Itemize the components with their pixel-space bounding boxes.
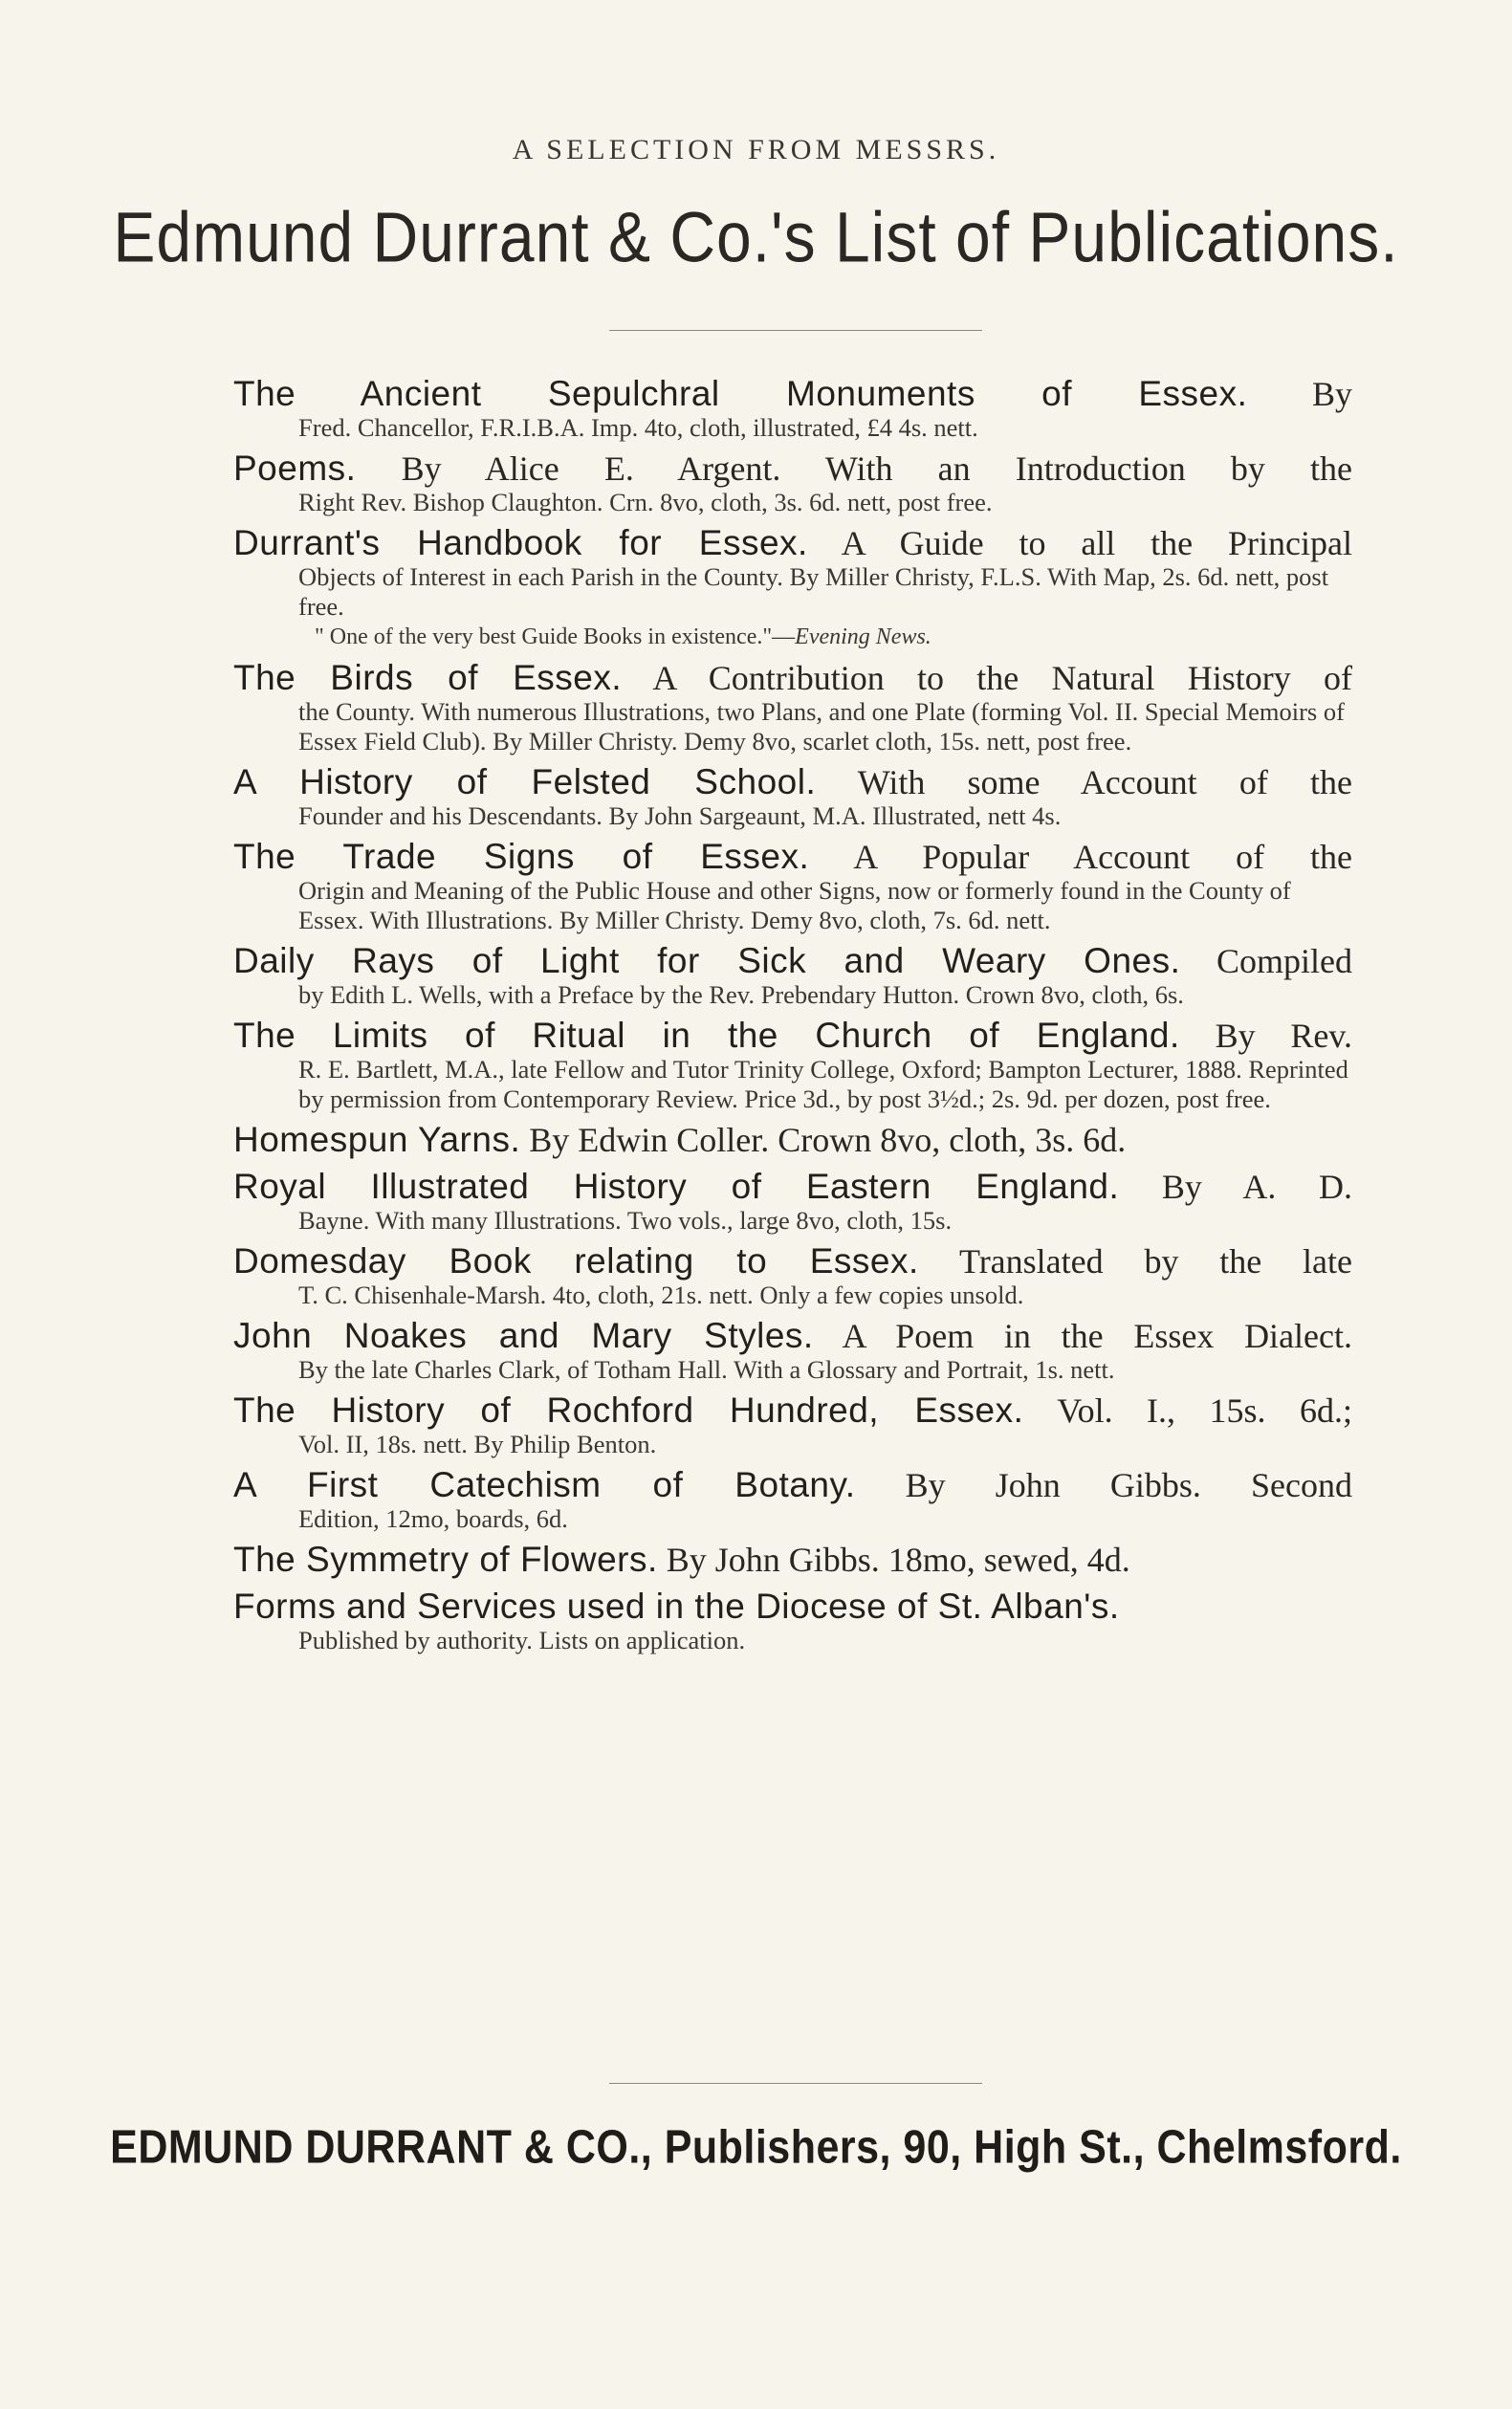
entry-byline: By Alice E. Argent. With an Introduction by the — [401, 449, 1353, 488]
entry-byline: By Rev. — [1215, 1017, 1353, 1055]
entry-byline: A Popular Account of the — [853, 838, 1352, 876]
page-title: Edmund Durrant & Co.'s List of Publications. — [113, 197, 1399, 276]
entry-title: Royal Illustrated History of Eastern England. — [233, 1167, 1120, 1206]
entry-details: Right Rev. Bishop Claughton. Crn. 8vo, cloth, 3s. 6d. nett, post free. — [298, 488, 993, 516]
entry-details: By the late Charles Clark, of Totham Hall. With a Glossary and Portrait, 1s. nett. — [298, 1355, 1115, 1384]
list-item — [233, 1166, 1352, 1236]
publisher-imprint: EDMUND DURRANT & CO., Publishers, 90, High St., Chelmsford. — [110, 2121, 1402, 2175]
list-item — [233, 1390, 1352, 1459]
entry-byline: By John Gibbs. 18mo, sewed, 4d. — [666, 1541, 1130, 1579]
entry-byline: By Edwin Coller. Crown 8vo, cloth, 3s. 6d. — [529, 1121, 1127, 1159]
entry-title: Durrant's Handbook for Essex. — [233, 523, 808, 562]
entry-details: Founder and his Descendants. By John Sargeaunt, M.A. Illustrated, nett 4s. — [298, 801, 1062, 830]
entry-details: the County. With numerous Illustrations, two Plans, and one Plate (forming Vol. II. Special Memoirs of Essex Field Club). By Miller Christy. Demy 8vo, scarlet cloth, 15s. nett, post free. — [298, 697, 1345, 756]
entry-details: Bayne. With many Illustrations. Two vols., large 8vo, cloth, 15s. — [298, 1206, 953, 1235]
entry-byline: By — [1312, 375, 1353, 413]
top-divider — [609, 330, 982, 331]
entry-details: Objects of Interest in each Parish in the County. By Miller Christy, F.L.S. With Map, 2s. 6d. nett, post free. — [298, 562, 1329, 621]
entry-title: A First Catechism of Botany. — [233, 1465, 856, 1504]
list-item — [233, 522, 1352, 652]
list-item — [233, 373, 1352, 443]
entry-title: Forms and Services used in the Diocese of St. Alban's. — [233, 1587, 1120, 1626]
entry-title: A History of Felsted School. — [233, 762, 817, 801]
entry-byline: Vol. I., 15s. 6d.; — [1057, 1391, 1353, 1430]
entry-byline: With some Account of the — [857, 763, 1352, 801]
quote-text: " One of the very best Guide Books in existence."— — [315, 624, 796, 649]
entry-byline: A Guide to all the Principal — [841, 524, 1352, 562]
list-item — [233, 1240, 1352, 1310]
list-item — [233, 1315, 1352, 1385]
publication-list — [233, 373, 1352, 1660]
entry-title: Domesday Book relating to Essex. — [233, 1241, 919, 1281]
entry-title: The Birds of Essex. — [233, 658, 623, 697]
entry-title: John Noakes and Mary Styles. — [233, 1316, 814, 1355]
list-item — [233, 1015, 1352, 1114]
bottom-divider — [609, 2083, 982, 2084]
entry-details: T. C. Chisenhale-Marsh. 4to, cloth, 21s. nett. Only a few copies unsold. — [298, 1281, 1024, 1309]
entry-byline: A Poem in the Essex Dialect. — [842, 1317, 1353, 1355]
list-item — [233, 761, 1352, 831]
entry-details: Origin and Meaning of the Public House and other Signs, now or formerly found in the County of Essex. With Illustrations. By Miller Christy. Demy 8vo, cloth, 7s. 6d. nett. — [298, 876, 1291, 934]
entry-title: Homespun Yarns. — [233, 1120, 521, 1159]
kicker-heading: A SELECTION FROM MESSRS. — [512, 134, 1000, 165]
entry-details: Fred. Chancellor, F.R.I.B.A. Imp. 4to, cloth, illustrated, £4 4s. nett. — [298, 413, 978, 442]
entry-details: Vol. II, 18s. nett. By Philip Benton. — [298, 1430, 657, 1458]
list-item — [233, 836, 1352, 935]
entry-byline: Compiled — [1216, 942, 1353, 980]
entry-byline: A Contribution to the Natural History of — [652, 659, 1353, 697]
list-item — [233, 1586, 1352, 1655]
entry-quote — [315, 622, 1352, 652]
entry-title: The Symmetry of Flowers. — [233, 1540, 658, 1579]
entry-details: Edition, 12mo, boards, 6d. — [298, 1504, 568, 1533]
list-item — [233, 1464, 1352, 1534]
entry-details: by Edith L. Wells, with a Preface by the Rev. Prebendary Hutton. Crown 8vo, cloth, 6s. — [298, 980, 1184, 1009]
entry-byline: By A. D. — [1161, 1168, 1352, 1206]
entry-details: R. E. Bartlett, M.A., late Fellow and Tutor Trinity College, Oxford; Bampton Lecturer, 1888. Reprinted by permission from Contemporary Review. Price 3d., by post 3½d.; 2s. 9d. per dozen, post free. — [298, 1055, 1348, 1113]
entry-title: The Trade Signs of Essex. — [233, 837, 810, 876]
entry-title: Poems. — [233, 449, 357, 488]
entry-title: Daily Rays of Light for Sick and Weary Ones. — [233, 941, 1181, 980]
list-item — [233, 657, 1352, 756]
entry-title: The Limits of Ritual in the Church of England. — [233, 1016, 1180, 1055]
entry-byline: Translated by the late — [958, 1242, 1352, 1281]
list-item — [233, 940, 1352, 1010]
list-item — [233, 1119, 1352, 1161]
list-item — [233, 448, 1352, 517]
entry-title: The Ancient Sepulchral Monuments of Essex. — [233, 374, 1248, 413]
list-item — [233, 1539, 1352, 1581]
quote-source: Evening News. — [795, 624, 931, 649]
entry-details: Published by authority. Lists on application. — [298, 1626, 746, 1654]
entry-byline: By John Gibbs. Second — [905, 1466, 1353, 1504]
entry-title: The History of Rochford Hundred, Essex. — [233, 1391, 1024, 1430]
